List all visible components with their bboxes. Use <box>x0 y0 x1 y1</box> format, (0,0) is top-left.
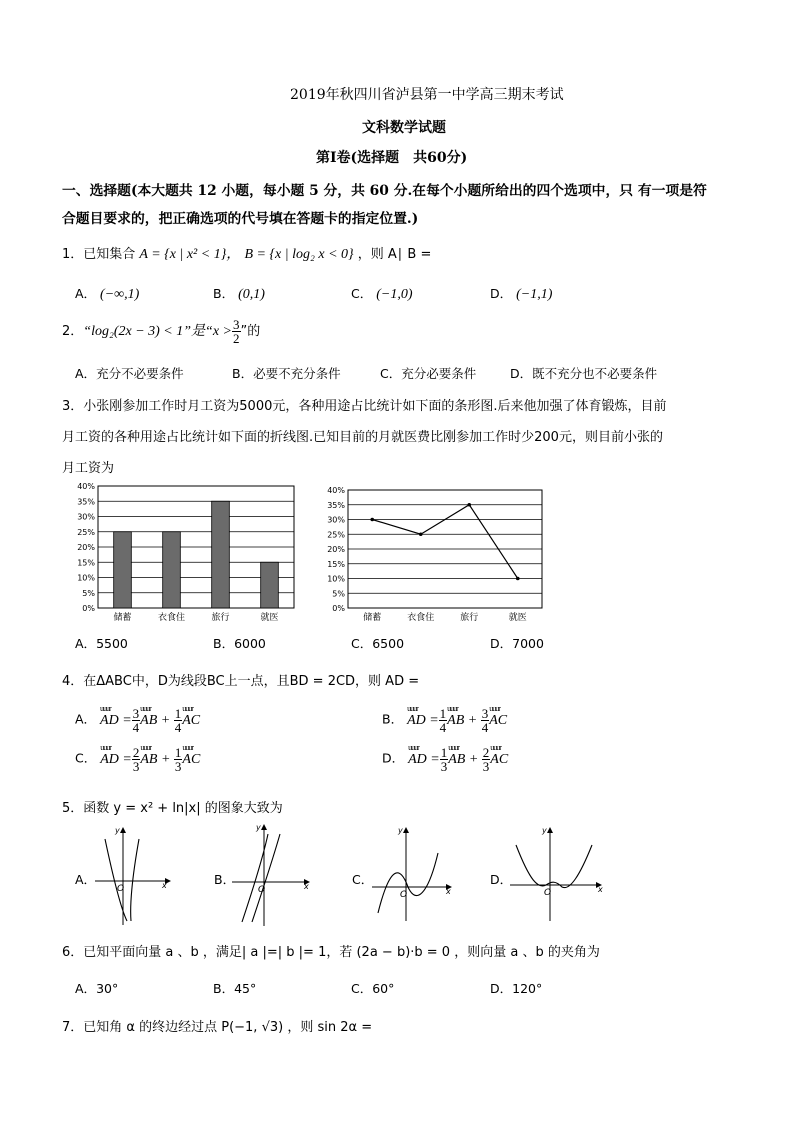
y-tick-label: 15% <box>327 559 345 569</box>
q6-option-d[interactable]: D．120° <box>490 981 543 996</box>
svg-text:O: O <box>258 885 266 895</box>
y-tick-label: 15% <box>77 558 95 568</box>
y-tick-label: 0% <box>332 604 345 613</box>
q1-option-b[interactable]: B． (0,1) <box>213 286 265 302</box>
question-3-line3: 月工资为 <box>62 461 115 476</box>
x-tick-label: 储蓄 <box>113 613 132 623</box>
y-tick-label: 40% <box>327 486 345 495</box>
q5-option-a-label[interactable]: A． <box>75 872 97 887</box>
q5-option-c-label[interactable]: C． <box>352 872 374 887</box>
q5-graph-c[interactable] <box>372 825 456 925</box>
question-7-stem: 7．已知角 α 的终边经过点 P(−1, √3) ，则 sin 2α = <box>62 1020 373 1035</box>
question-1-stem: 1．已知集合 A = {x | x² < 1}， B = {x | log₂ x < 0} ，则 A∣ B = <box>62 247 432 262</box>
y-tick-label: 10% <box>327 574 345 584</box>
section-instructions-line1: 一、选择题(本大题共 12 小题，每小题 5 分，共 60 分.在每个小题所给出的四个选项中，只 有一项是符 <box>62 183 707 199</box>
q5-graph-d[interactable] <box>510 825 606 925</box>
svg-text:x: x <box>304 882 309 891</box>
x-tick-label: 就医 <box>260 613 279 623</box>
set-a: A = {x | x² < 1}， <box>139 247 241 262</box>
svg-text:y: y <box>398 826 403 835</box>
y-tick-label: 0% <box>82 604 95 613</box>
question-4-stem: 4．在ΔABC中，D为线段BC上一点，且BD = 2CD，则 AD = <box>62 674 420 689</box>
q3-option-d[interactable]: D．7000 <box>490 636 544 651</box>
data-point <box>467 503 471 507</box>
bar <box>114 532 132 608</box>
y-tick-label: 10% <box>77 573 95 583</box>
q2-option-a[interactable]: A．充分不必要条件 <box>75 366 184 381</box>
y-tick-label: 35% <box>327 500 345 510</box>
q6-option-c[interactable]: C．60° <box>351 981 395 996</box>
q1-option-a[interactable]: A． (−∞,1) <box>75 286 140 302</box>
question-6-stem: 6．已知平面向量 a 、b ，满足| a |=| b |= 1，若 (2a − b)·b = 0 ，则向量 a 、b 的夹角为 <box>62 945 600 960</box>
y-tick-label: 5% <box>332 589 345 599</box>
q5-option-b-label[interactable]: B． <box>214 872 236 887</box>
line-chart <box>318 484 548 630</box>
question-5-stem: 5．函数 y = x² + ln|x| 的图象大致为 <box>62 801 283 816</box>
y-tick-label: 30% <box>327 515 345 525</box>
x-tick-label: 衣食住 <box>407 613 435 623</box>
x-tick-label: 就医 <box>508 613 527 623</box>
exam-subject: 文科数学试题 <box>362 120 446 136</box>
section-instructions-line2: 合题目要求的，把正确选项的代号填在答题卡的指定位置.) <box>62 211 419 227</box>
y-tick-label: 30% <box>77 512 95 522</box>
y-tick-label: 20% <box>77 543 95 552</box>
bar <box>163 532 181 608</box>
x-tick-label: 储蓄 <box>363 613 382 623</box>
q4-option-d[interactable]: D． uuur AD = $\frac{1}{3}$ uuur AB + $\frac{2}{3}$ uuur AC <box>382 746 508 773</box>
y-tick-label: 5% <box>82 588 95 598</box>
axis-x-label: x <box>162 881 167 890</box>
origin-label: O <box>117 884 125 894</box>
svg-text:x: x <box>598 885 603 894</box>
question-2-stem: 2．“log₂(2x − 3) < 1”是“x > $\frac{3}{2}$ ”的 <box>62 317 261 346</box>
q5-graph-b[interactable] <box>232 822 314 926</box>
q3-option-b[interactable]: B．6000 <box>213 636 266 651</box>
data-point <box>419 532 423 536</box>
q1-option-d[interactable]: D． (−1,1) <box>490 286 553 302</box>
series-line <box>372 505 518 579</box>
y-tick-label: 25% <box>77 527 95 537</box>
q3-option-c[interactable]: C．6500 <box>351 636 405 651</box>
data-point <box>370 518 374 522</box>
svg-text:x: x <box>446 887 451 896</box>
q4-option-a[interactable]: A． uuur AD = $\frac{3}{4}$ uuur AB + $\frac{1}{4}$ uuur AC <box>75 707 200 734</box>
q2-option-c[interactable]: C．充分必要条件 <box>380 366 477 381</box>
svg-text:y: y <box>542 826 547 835</box>
svg-text:y: y <box>256 823 261 832</box>
question-3-line2: 月工资的各种用途占比统计如下面的折线图.已知目前的月就医费比刚参加工作时少200元，则目前小张的 <box>62 430 663 445</box>
y-tick-label: 40% <box>77 482 95 491</box>
y-tick-label: 25% <box>327 530 345 540</box>
x-tick-label: 旅行 <box>211 613 230 623</box>
svg-text:O: O <box>544 888 552 898</box>
q6-option-a[interactable]: A．30° <box>75 981 119 996</box>
bar <box>261 562 279 608</box>
q2-option-d[interactable]: D．既不充分也不必要条件 <box>510 366 658 381</box>
q5-option-d-label[interactable]: D． <box>490 872 513 887</box>
q6-option-b[interactable]: B．45° <box>213 981 257 996</box>
q5-graph-a[interactable] <box>95 825 175 925</box>
bar-chart <box>62 480 302 630</box>
svg-text:O: O <box>400 890 408 900</box>
set-b: B = {x | log₂ x < 0} <box>244 247 354 262</box>
q1-option-c[interactable]: C． (−1,0) <box>351 286 413 302</box>
x-tick-label: 衣食住 <box>157 613 186 623</box>
q4-option-b[interactable]: B． uuur AD = $\frac{1}{4}$ uuur AB + $\frac{3}{4}$ uuur AC <box>382 707 507 734</box>
y-tick-label: 35% <box>77 497 95 507</box>
part-title: 第Ⅰ卷(选择题 共60分) <box>316 150 468 166</box>
q4-option-c[interactable]: C． uuur AD = $\frac{2}{3}$ uuur AB + $\frac{1}{3}$ uuur AC <box>75 746 200 773</box>
axis-y-label: y <box>115 826 120 835</box>
bar <box>212 501 230 608</box>
exam-title: 2019年秋四川省泸县第一中学高三期末考试 <box>290 87 564 103</box>
x-tick-label: 旅行 <box>460 613 479 623</box>
data-point <box>516 577 520 581</box>
y-tick-label: 20% <box>327 545 345 554</box>
question-3-line1: 3．小张刚参加工作时月工资为5000元，各种用途占比统计如下面的条形图.后来他加强了体育锻炼，目前 <box>62 399 667 414</box>
q3-option-a[interactable]: A．5500 <box>75 636 128 651</box>
q2-option-b[interactable]: B．必要不充分条件 <box>232 366 341 381</box>
